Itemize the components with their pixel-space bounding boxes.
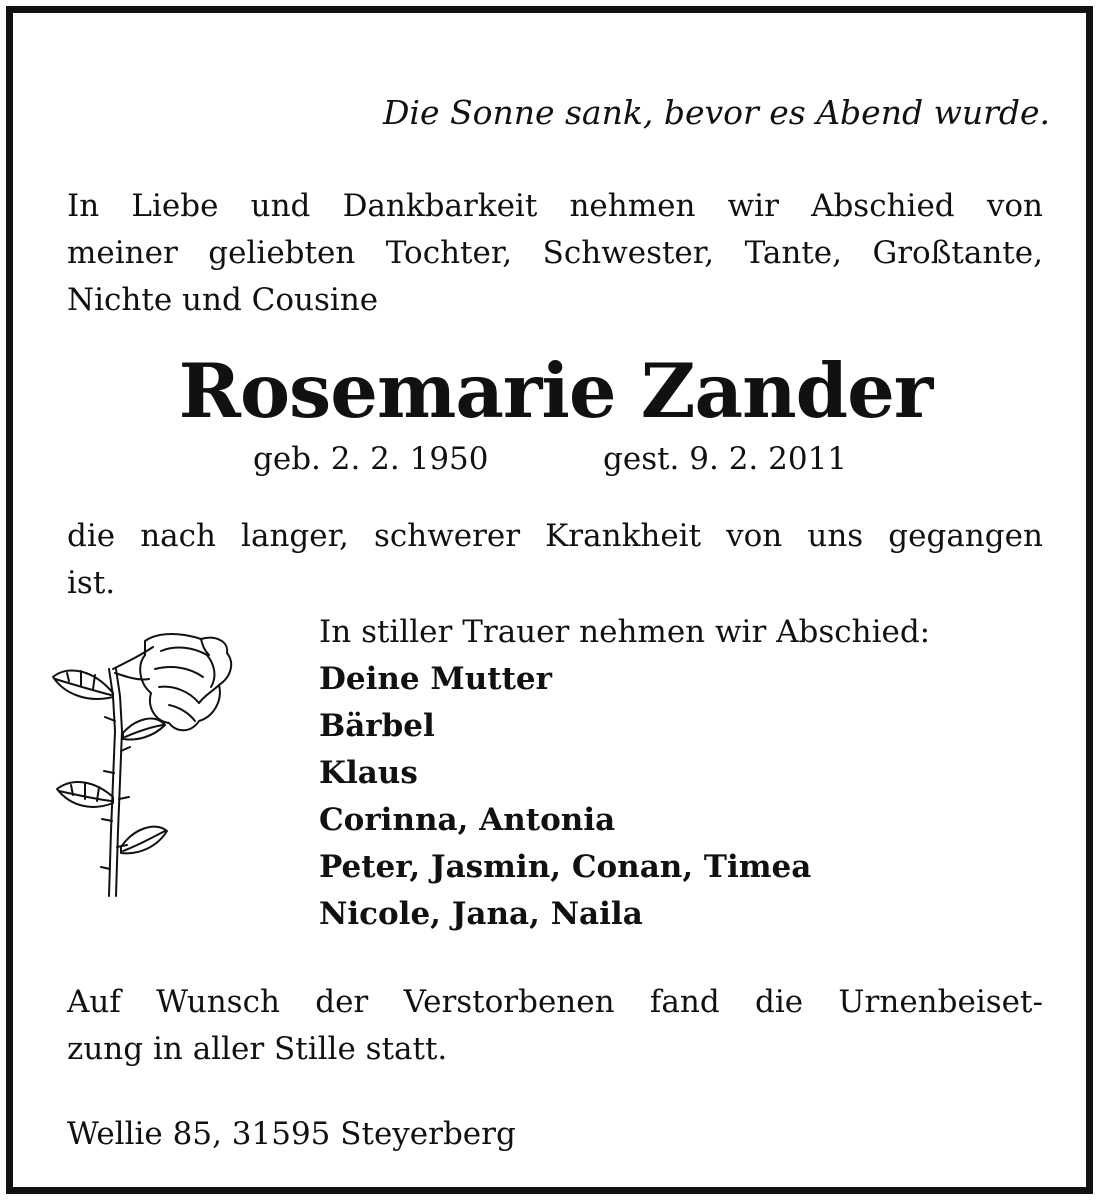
intro-word: Großtante, — [872, 235, 1043, 271]
intro-word: nehmen — [569, 188, 696, 224]
obituary-frame — [6, 6, 1093, 1194]
mourner-name: Klaus — [319, 755, 418, 791]
mourners-block — [319, 609, 930, 938]
passing-word: uns — [807, 518, 864, 554]
burial-notice — [67, 979, 1043, 1073]
motto-quote: Die Sonne sank, bevor es Abend wurde. — [382, 93, 1050, 132]
death-date: gest. 9. 2. 2011 — [603, 441, 848, 477]
intro-word: und — [250, 188, 311, 224]
notice-line-1 — [67, 979, 1043, 1026]
mourner-name: Nicole, Jana, Naila — [319, 896, 643, 932]
passing-line-1 — [67, 513, 1043, 560]
passing-line-2: ist. — [67, 565, 116, 601]
intro-word: Abschied — [811, 188, 955, 224]
mourner-name: Bärbel — [319, 708, 435, 744]
intro-word: wir — [727, 188, 779, 224]
rose-icon — [43, 621, 243, 911]
passing-word: gegangen — [888, 518, 1043, 554]
passing-word: langer, — [241, 518, 349, 554]
intro-word: Tochter, — [385, 235, 513, 271]
notice-word: Urnenbeiset- — [838, 984, 1043, 1020]
intro-word: In — [67, 188, 100, 224]
mourner-name: Peter, Jasmin, Conan, Timea — [319, 849, 812, 885]
intro-word: meiner — [67, 235, 178, 271]
intro-word: Schwester, — [542, 235, 715, 271]
intro-word: Dankbarkeit — [342, 188, 538, 224]
passing-word: schwerer — [373, 518, 521, 554]
notice-word: Verstorbenen — [403, 984, 615, 1020]
deceased-name: Rosemarie Zander — [178, 347, 933, 435]
intro-paragraph — [67, 183, 1043, 324]
intro-word: geliebten — [208, 235, 356, 271]
notice-word: Auf — [67, 984, 121, 1020]
intro-word: von — [986, 188, 1043, 224]
notice-word: Wunsch — [156, 984, 280, 1020]
mourner-name: Deine Mutter — [319, 661, 552, 697]
passing-paragraph — [67, 513, 1043, 607]
mourners-list — [319, 656, 930, 938]
intro-line-3: Nichte und Cousine — [67, 282, 379, 318]
notice-word: fand — [649, 984, 720, 1020]
intro-word: Liebe — [131, 188, 219, 224]
notice-word: die — [754, 984, 804, 1020]
family-address: Wellie 85, 31595 Steyerberg — [67, 1116, 516, 1152]
intro-line-1 — [67, 183, 1043, 230]
notice-word: der — [315, 984, 369, 1020]
intro-word: Tante, — [744, 235, 842, 271]
mourners-heading: In stiller Trauer nehmen wir Abschied: — [319, 614, 931, 650]
notice-line-2: zung in aller Stille statt. — [67, 1031, 448, 1067]
passing-word: die — [67, 518, 116, 554]
birth-date: geb. 2. 2. 1950 — [253, 441, 489, 477]
intro-line-2 — [67, 230, 1043, 277]
passing-word: von — [726, 518, 783, 554]
mourner-name: Corinna, Antonia — [319, 802, 616, 838]
passing-word: nach — [140, 518, 216, 554]
passing-word: Krankheit — [545, 518, 702, 554]
